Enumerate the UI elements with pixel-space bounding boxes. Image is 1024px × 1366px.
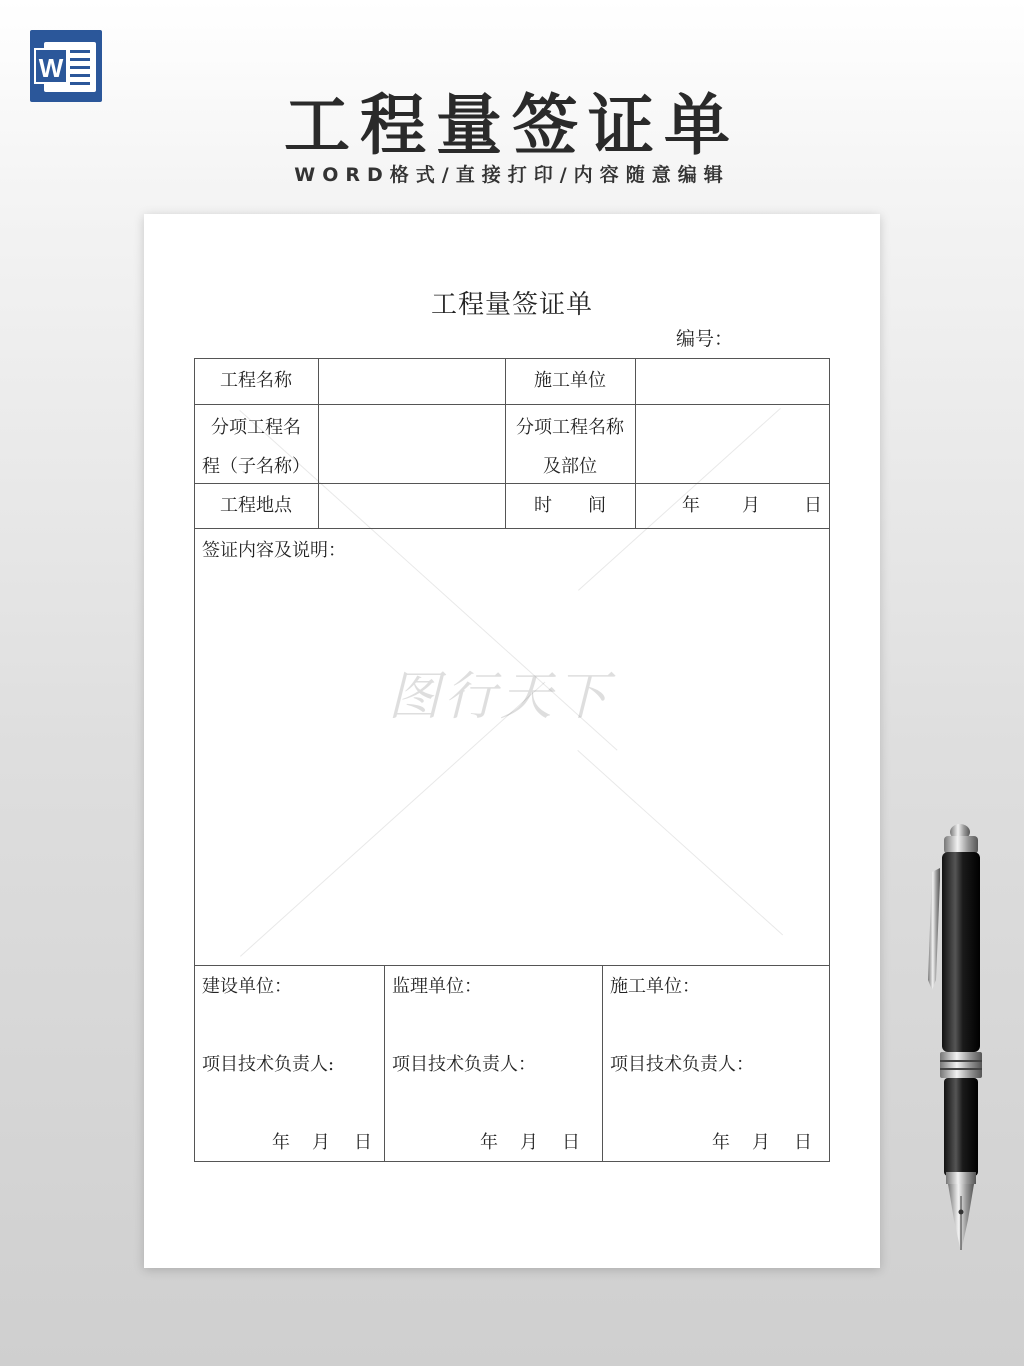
fountain-pen-icon [918, 820, 988, 1260]
contractor-label: 施工单位 [534, 370, 606, 391]
sub-project-part-label-line1: 分项工程名称 [516, 417, 624, 438]
sig-supervision-day: 日 [562, 1132, 580, 1153]
sig-contractor-day: 日 [794, 1132, 812, 1153]
document-title: 工程量签证单 [430, 290, 593, 320]
date-month: 月 [742, 495, 760, 516]
location-label: 工程地点 [220, 495, 292, 516]
sig-contractor-year: 年 [712, 1132, 730, 1153]
contractor-field[interactable] [636, 359, 829, 404]
project-name-field[interactable] [319, 359, 505, 404]
word-letter: W [34, 48, 68, 84]
project-name-label: 工程名称 [220, 370, 292, 391]
sig-construction-unit: 建设单位： [202, 976, 292, 997]
sig-supervision-unit: 监理单位： [392, 976, 482, 997]
sub-project-label-line2: 程（子名称） [202, 456, 310, 477]
sig-supervision-year: 年 [480, 1132, 498, 1153]
visa-form-table [194, 358, 830, 1162]
watermark-text: 图行天下 [388, 667, 613, 727]
sub-project-part-field[interactable] [636, 405, 829, 483]
banner-subtitle: WORD格式/直接打印/内容随意编辑 [294, 164, 730, 186]
sig-supervision-person: 项目技术负责人： [392, 1054, 536, 1075]
sig-supervision-month: 月 [520, 1132, 538, 1153]
sig-construction-month: 月 [312, 1132, 330, 1153]
sig-construction-year: 年 [272, 1132, 290, 1153]
sub-project-label-line1: 分项工程名 [211, 417, 301, 438]
date-day: 日 [804, 495, 822, 516]
time-label: 时 间 [534, 495, 606, 516]
sig-contractor-month: 月 [752, 1132, 770, 1153]
document-page [144, 214, 880, 1268]
sig-contractor-person: 项目技术负责人： [610, 1054, 754, 1075]
sub-project-field[interactable] [319, 405, 505, 483]
date-year: 年 [682, 495, 700, 516]
banner-title: 工程量签证单 [284, 87, 740, 164]
sub-project-part-label-line2: 及部位 [543, 456, 597, 477]
location-field[interactable] [319, 484, 505, 528]
serial-number-label: 编号： [676, 328, 734, 350]
sig-construction-day: 日 [354, 1132, 372, 1153]
content-label: 签证内容及说明： [202, 540, 346, 561]
sig-contractor-unit: 施工单位： [610, 976, 700, 997]
content-field[interactable] [195, 563, 829, 963]
sig-construction-person: 项目技术负责人: [202, 1054, 335, 1075]
